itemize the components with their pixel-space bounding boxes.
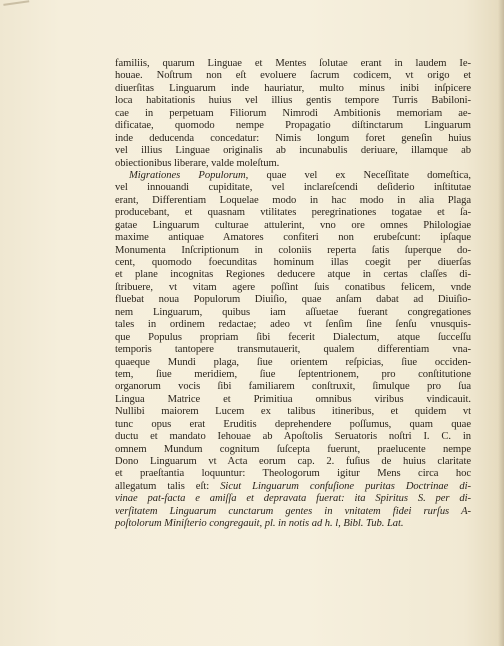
body-text (115, 58, 471, 531)
text-line: cent, quomodo foecunditas hominum illas coegit per diuerſas (115, 257, 471, 268)
text-line: maxime antiquae Amatores confiteri non erubeſcunt: ipſaque (115, 232, 471, 244)
text-line: vel innouandi cupiditate, vel inclareſcendi deſiderio inſtitutae (115, 182, 471, 194)
text-line: familiis, quarum Linguae et Mentes ſolutae erant in laudem Ie- (115, 58, 471, 69)
lead-rest-text: quae vel ex Neceſſitate domeſtica, (248, 169, 471, 181)
text-line: diuerſitas Linguarum inde hauriatur, multo minus inibi inſpicere (115, 82, 471, 94)
text-line: quaeque Mundi plaga, ſiue orientem reſpicias, ſiue occiden- (115, 356, 471, 368)
text-line: dificatae, quomodo nempe Propagatio diſtinctarum Linguarum (115, 120, 471, 132)
text-line: vel illius Linguae originalis ab incunabulis deriuare, illamque ab (115, 145, 471, 157)
text-line: obiectionibus liberare, valde moleſtum. (115, 157, 280, 169)
text-line (115, 170, 471, 182)
text-line (115, 481, 471, 493)
page-corner-mark (3, 0, 30, 16)
text-line: cae in perpetuam Filiorum Nimrodi Ambitionis memoriam ae- (115, 107, 471, 119)
text-line: tem, ſiue meridiem, ſiue ſeptentrionem, pro conſtitutione (115, 368, 471, 380)
text-line: Monumenta Inſcriptionum in coloniis reperta ſatis ſuperque do- (115, 244, 471, 256)
text-line: loca habitationis huius vel illius gentis tempore Turris Babiloni- (115, 95, 471, 107)
text-line: que Populus propriam ſibi fecerit Dialectum, atque ſucceſſu (115, 331, 471, 343)
text-line: ductu et mandato Iehouae ab Apoſtolis Seruatoris noſtri I. C. in (115, 431, 471, 443)
text-line: tunc opus erat Eruditis deprehendere poſſumus, quam quae (115, 418, 471, 430)
text-line: temporis tantopere transmutauerit, qualem differentiam vna- (115, 344, 471, 356)
italic-quotation: Sicut Linguarum confuſione puritas Doctrinae di- (220, 480, 471, 492)
text-line: houae. Noſtrum non eſt evoluere ſacrum codicem, vt origo et (115, 70, 471, 82)
text-line: verſitatem Linguarum cunctarum gentes in vnitatem fidei rurſus A- (115, 505, 471, 517)
text-line: vinae pat-facta e amiſſa et depravata fuerat: ita Spiritus S. per di- (115, 493, 471, 505)
text-line: inde deducenda concedatur: Nimis longum foret geneſin huius (115, 132, 471, 144)
italic-lead-phrase: Migrationes Populorum, (129, 169, 249, 181)
text-line: et praeſtantia loquuntur: Theologorum igitur Mens circa hoc (115, 468, 471, 480)
text-line: poſtolorum Miniſterio congregauit, pl. in notis ad h. l, Bibl. Tub. Lat. (115, 518, 404, 530)
text-line: gatae Linguarum culturae attulerint, vno ore omnes Philologiae (115, 219, 471, 231)
text-line: tales in ordinem redactae; adeo vt ſenſim ſine ſenſu vnusquis- (115, 319, 471, 331)
text-line: erant, Differentiam Loquelae modo in hac modo in alia Plaga (115, 194, 471, 206)
plain-segment: allegatum talis eſt: (115, 480, 221, 492)
text-line: Dono Linguarum vt Acta eorum cap. 2. fuſius de huius claritate (115, 456, 471, 467)
text-line: Nullibi maiorem Lucem ex talibus itineribus, et quidem vt (115, 406, 471, 418)
text-line: organorum vocis ſibi familiarem conſtruxit, ſimulque pro ſua (115, 381, 471, 393)
text-line: producebant, et quasnam vtilitates peregrinationes togatae et ſa- (115, 207, 471, 219)
text-line: nem Linguarum, quibus iam aſſuetae fuerant congregationes (115, 306, 471, 318)
text-line: omnem Mundum cognitum ſuſcepta fuerunt, praelucente nempe (115, 443, 471, 455)
text-line: et plane incognitas Regiones deducere atque in certas claſſes di- (115, 269, 471, 281)
text-line: fluebat noua Populorum Diuiſio, quae anſam dabat ad Diuiſio- (115, 294, 471, 306)
text-line: Lingua Matrice et Primitiua omnibus viribus vindicauit. (115, 393, 471, 405)
text-line: ſtribuere, vt vitam agere poſſint ſuis conatibus felicem, vnde (115, 281, 471, 293)
